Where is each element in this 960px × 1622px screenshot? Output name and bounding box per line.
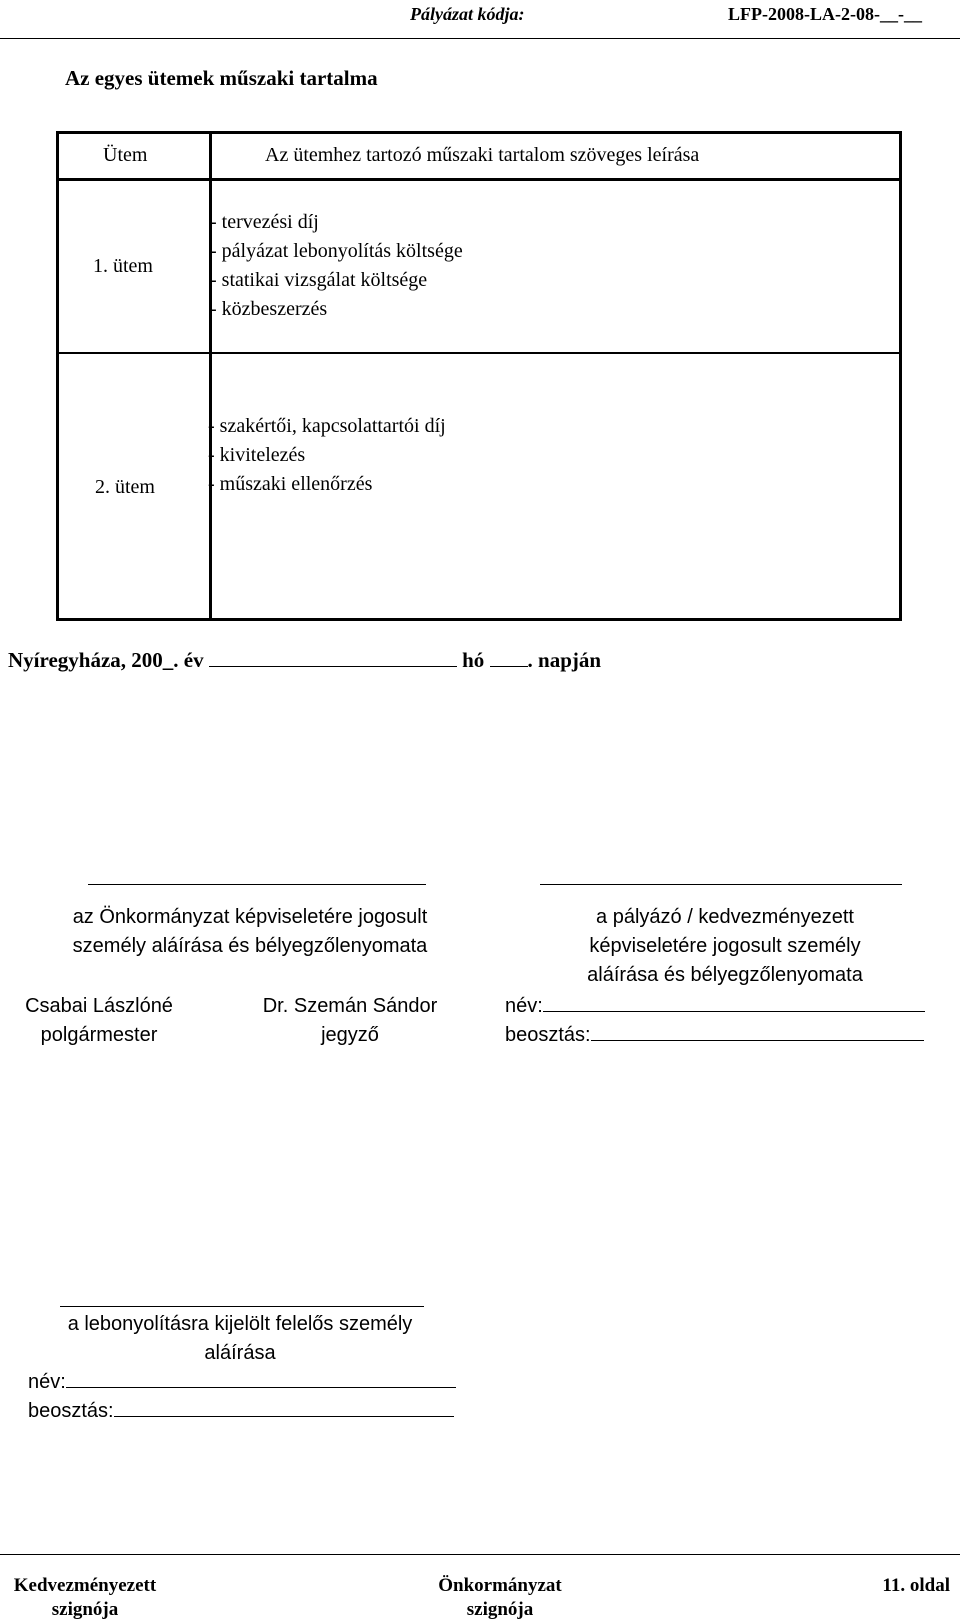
- row-divider: [59, 352, 899, 354]
- list-item: - kivitelezés: [208, 444, 306, 466]
- signature-line-applicant: [540, 884, 902, 885]
- list-item: - szakértői, kapcsolattartói díj: [208, 415, 446, 437]
- footer-label: szignója: [466, 1599, 534, 1620]
- column-divider: [209, 134, 212, 618]
- footer-label: Önkormányzat: [438, 1575, 562, 1596]
- footer-label: szignója: [51, 1599, 119, 1620]
- footer-divider: [0, 1554, 960, 1555]
- applicant-name-field: [505, 992, 925, 1021]
- footer-label: Kedvezményezett: [13, 1575, 157, 1596]
- list-item: - pályázat lebonyolítás költsége: [210, 240, 463, 262]
- column-header-phase: Ütem: [103, 144, 148, 166]
- caption-line: aláírása és bélyegzőlenyomata: [587, 964, 863, 986]
- responsible-signature-caption: [30, 1310, 450, 1368]
- field-blank: [114, 1398, 454, 1417]
- phases-table: [56, 131, 902, 621]
- list-item: - statikai vizsgálat költsége: [210, 269, 428, 291]
- column-header-description: Az ütemhez tartozó műszaki tartalom szöveges leírása: [265, 144, 700, 166]
- list-item: - tervezési díj: [210, 211, 319, 233]
- date-line: [8, 648, 601, 673]
- list-item: - közbeszerzés: [210, 298, 328, 320]
- field-blank: [66, 1369, 456, 1388]
- signatory-title: jegyző: [321, 1024, 379, 1046]
- responsible-position-field: [28, 1397, 454, 1426]
- caption-line: a pályázó / kedvezményezett: [596, 906, 854, 928]
- applicant-signature-caption: [545, 903, 905, 990]
- date-month-label: hó: [462, 648, 485, 672]
- caption-line: aláírása: [204, 1342, 276, 1364]
- phase-2-label: 2. ütem: [95, 476, 155, 498]
- header-row-divider: [59, 178, 899, 181]
- caption-line: személy aláírása és bélyegzőlenyomata: [72, 935, 428, 957]
- field-blank: [591, 1022, 924, 1041]
- field-label: beosztás:: [28, 1400, 114, 1422]
- applicant-position-field: [505, 1021, 924, 1050]
- beneficiary-initials: [0, 1574, 170, 1622]
- field-blank: [543, 993, 925, 1012]
- month-blank: [209, 665, 457, 667]
- field-label: név:: [28, 1371, 66, 1393]
- phase-1-items: [210, 208, 463, 324]
- section-title: Az egyes ütemek műszaki tartalma: [65, 66, 378, 90]
- caption-line: képviseletére jogosult személy: [589, 935, 861, 957]
- signature-line-responsible: [60, 1306, 424, 1307]
- field-label: beosztás:: [505, 1024, 591, 1046]
- page-number: 11. oldal: [882, 1575, 950, 1596]
- caption-line: a lebonyolításra kijelölt felelős személy: [67, 1313, 413, 1335]
- signatory-title: polgármester: [40, 1024, 158, 1046]
- signature-line-municipality: [88, 884, 426, 885]
- responsible-name-field: [28, 1368, 456, 1397]
- signatory-name: Csabai Lászlóné: [25, 995, 173, 1017]
- municipality-signature-caption: [40, 903, 460, 961]
- application-code-label: Pályázat kódja:: [410, 4, 525, 24]
- municipality-initials: [420, 1574, 580, 1622]
- day-blank: [490, 665, 528, 667]
- signatory-name: Dr. Szemán Sándor: [262, 995, 438, 1017]
- phase-1-label: 1. ütem: [93, 255, 153, 277]
- header-divider: [0, 38, 960, 39]
- caption-line: az Önkormányzat képviseletére jogosult: [72, 906, 428, 928]
- date-prefix: Nyíregyháza, 200_. év: [8, 648, 204, 672]
- application-code: LFP-2008-LA-2-08-__-__: [728, 4, 922, 24]
- phase-2-items: [208, 412, 446, 499]
- mayor-signatory: [14, 992, 184, 1050]
- notary-signatory: [250, 992, 450, 1050]
- field-label: név:: [505, 995, 543, 1017]
- list-item: - műszaki ellenőrzés: [208, 473, 373, 495]
- date-suffix: . napján: [527, 648, 602, 672]
